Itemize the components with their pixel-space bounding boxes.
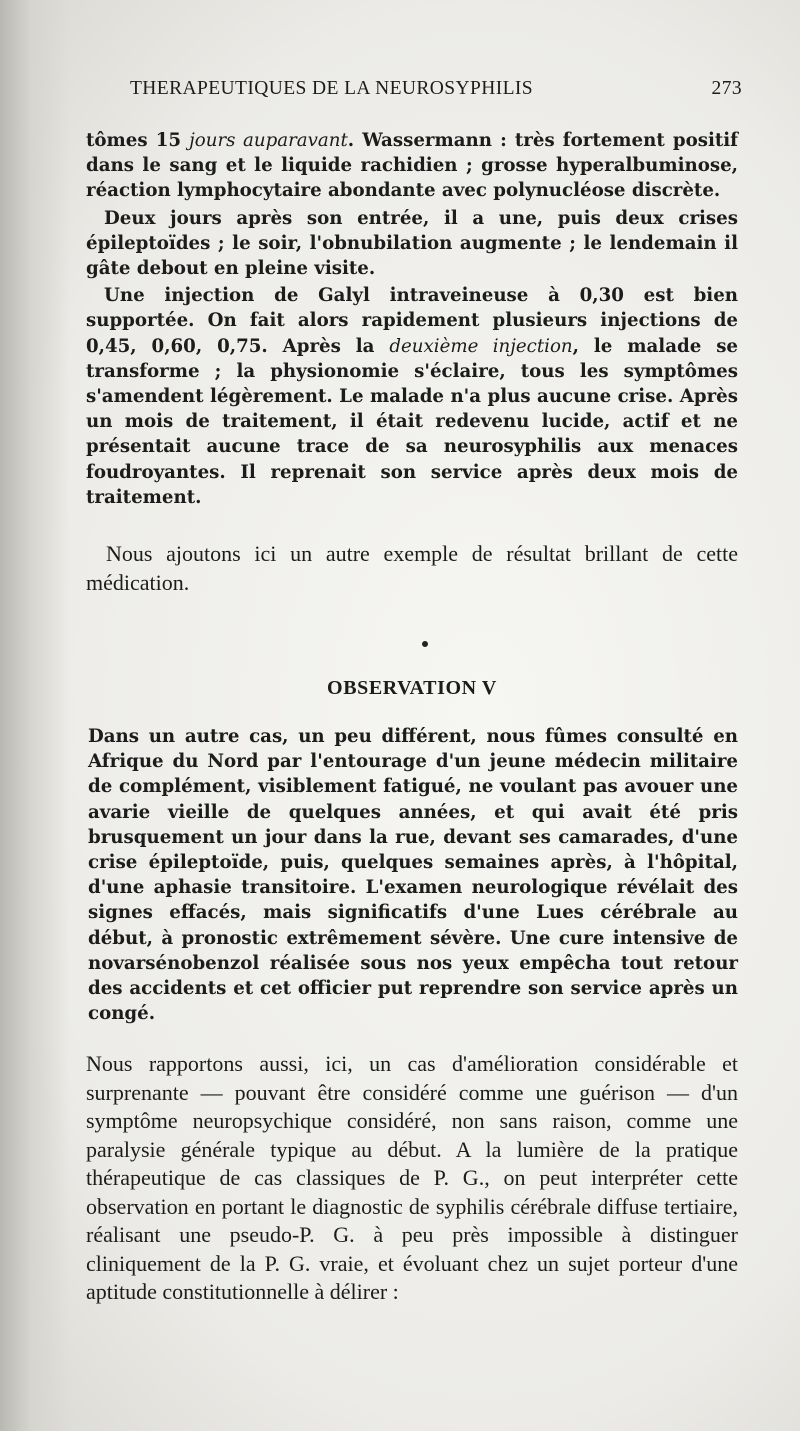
paragraph-treatment <box>86 283 738 510</box>
paragraph-3-end: , le malade se transforme ; la physionomie s'éclaire, tous les symptômes s'amendent légèrement. Le malade n'a plus aucune crise. Après un mois de traitement, il était redevenu lucide, actif et ne présentait aucune trace de sa neurosyphilis aux menaces foudroyantes. Il reprenait son service après deux mois de traitement. <box>86 335 738 508</box>
page-number: 273 <box>711 78 742 99</box>
paragraph-1-end: . Wassermann : très fortement positif dans le sang et le liquide rachidien ; grosse hyperalbuminose, réaction lymphocytaire abondante avec polynucléose discrète. <box>86 130 738 202</box>
paragraph-crises: Deux jours après son entrée, il a une, puis deux crises épileptoïdes ; le soir, l'obnubilation augmente ; le lendemain il gâte debout en pleine visite. <box>86 207 738 280</box>
observation-heading: OBSERVATION V <box>327 677 497 700</box>
page-gutter-shadow <box>0 0 70 1431</box>
paragraph-3-start: Une injection de Galyl intraveineuse à 0,30 est bien supportée. On fait alors rapidement plusieurs injections de 0,45, 0,60, 0,75. Après la <box>86 285 738 357</box>
paragraph-observation-v: Dans un autre cas, un peu différent, nous fûmes consulté en Afrique du Nord par l'entourage d'un jeune médecin militaire de complément, visiblement fatigué, ne voulant pas avouer une avarie vieille de quelques années, et qui avait été pris brusquement un jour dans la rue, devant ses camarades, d'une crise épileptoïde, puis, quelques semaines après, à l'hôpital, d'une aphasie transitoire. L'examen neurologique révélait des signes effacés, mais significatifs d'une Lues cérébrale au début, à pronostic extrêmement sévère. Une cure intensive de novarsénobenzol réalisée sous nos yeux empêcha tout retour des accidents et cet officier put reprendre son service après un congé. <box>88 726 738 1025</box>
paragraph-case-continuation <box>86 128 738 204</box>
paragraph-3-emphasis: deuxième injection <box>389 335 573 357</box>
running-header <box>130 78 742 100</box>
page-body <box>86 128 738 1307</box>
paragraph-general-paralysis: Nous rapportons aussi, ici, un cas d'amélioration considérable et surprenante — pouvant être considéré comme une guérison — d'un symptôme neuropsychique considéré, non sans raison, comme une paralysie générale typique au début. A la lumière de la pratique thérapeutique de cas classiques de P. G., on peut interpréter cette observation en portant le diagnostic de syphilis cérébrale diffuse tertiaire, réalisant une pseudo-P. G. à peu près impossible à distinguer cliniquement de la P. G. vraie, et évoluant chez un sujet porteur d'une aptitude constitutionnelle à délirer : <box>86 1051 738 1305</box>
paragraph-transition: Nous ajoutons ici un autre exemple de résultat brillant de cette médication. <box>86 541 738 595</box>
paragraph-1-emphasis: jours auparavant <box>189 130 348 151</box>
running-title: THERAPEUTIQUES DE LA NEUROSYPHILIS <box>130 78 534 99</box>
paragraph-1-start: tômes 15 <box>86 130 190 151</box>
section-ornament-dot <box>422 641 428 647</box>
